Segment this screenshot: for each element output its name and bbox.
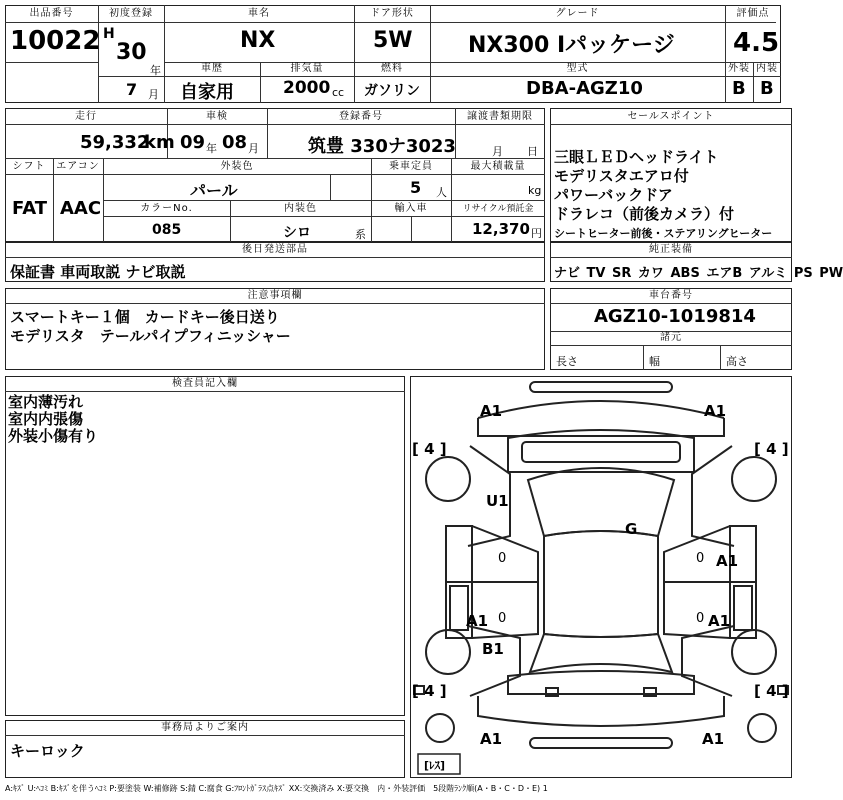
inspector-notes bbox=[8, 394, 98, 445]
damage-mark: A1 bbox=[480, 730, 503, 748]
model: DBA-AGZ10 bbox=[526, 78, 643, 99]
sales-point: パワーバックドア bbox=[554, 186, 673, 204]
damage-mark: A1 bbox=[716, 552, 739, 570]
equip-item: TV bbox=[586, 266, 606, 281]
exterior-color: パール bbox=[190, 181, 238, 200]
lot-number-label: 出品番号 bbox=[29, 8, 74, 19]
car-name-label: 車名 bbox=[248, 8, 270, 19]
sales-points-list bbox=[554, 148, 772, 243]
tire-bracket: [ 4 ] bbox=[412, 440, 447, 458]
note-line: モデリスタ テールパイプフィニッシャー bbox=[10, 327, 291, 345]
regno-label: 登録番号 bbox=[339, 111, 383, 122]
color-no: 085 bbox=[152, 222, 182, 238]
damage-mark: A1 bbox=[704, 402, 727, 420]
chassis-number: AGZ10-1019814 bbox=[594, 306, 756, 327]
grade-label: グレード bbox=[555, 8, 600, 19]
displacement-unit: cc bbox=[332, 86, 345, 99]
damage-mark: A1 bbox=[708, 612, 731, 630]
equipment-label: 純正装備 bbox=[649, 244, 693, 255]
chassis-label: 車台番号 bbox=[649, 290, 693, 301]
sales-point: モデリスタエアロ付 bbox=[554, 167, 689, 185]
import-label: 輸入車 bbox=[394, 203, 428, 214]
tire-value: 0 bbox=[696, 611, 705, 626]
inspector-line: 室内内張傷 bbox=[8, 410, 84, 428]
office-label: 事務局よりご案内 bbox=[161, 722, 249, 733]
score: 4.5 bbox=[733, 28, 780, 58]
transfer-month-unit: 月 bbox=[492, 145, 503, 158]
inspection-year-unit: 年 bbox=[206, 142, 217, 155]
interior-label: 内装 bbox=[756, 63, 778, 74]
damage-mark: A1 bbox=[702, 730, 725, 748]
first-reg-era: H bbox=[103, 26, 115, 42]
damage-mark: G bbox=[625, 520, 638, 538]
legend: A:ｷｽﾞ U:ﾍｺﾐ B:ｷｽﾞを伴うﾍｺﾐ P:要塗装 W:補修跡 S:錆 C:腐食 G:ﾌﾛﾝﾄｶﾞﾗｽ点ｷｽﾞ XX:交換済み X:要交換 内・外装評価 5段階ﾗﾝｸ順(A・B・C・D・E) 1 bbox=[5, 784, 548, 793]
transfer-label: 譲渡書類期限 bbox=[467, 111, 533, 122]
damage-mark: B1 bbox=[482, 640, 504, 658]
mileage-unit: km bbox=[144, 132, 175, 153]
equip-item: アルミ bbox=[748, 266, 788, 281]
recycle-label: リサイクル預託金 bbox=[462, 204, 534, 214]
damage-mark: U1 bbox=[486, 492, 509, 510]
transfer-day-unit: 日 bbox=[527, 145, 538, 158]
parts-text: 保証書 車両取説 ナビ取説 bbox=[10, 263, 186, 281]
inspection-year: 09 bbox=[180, 132, 206, 153]
equip-item: PS bbox=[793, 266, 813, 281]
first-reg-month-unit: 月 bbox=[148, 88, 159, 101]
equip-item: エアB bbox=[706, 266, 743, 281]
height-label: 高さ bbox=[726, 355, 748, 368]
inspector-line: 室内薄汚れ bbox=[8, 393, 84, 411]
ac-label: エアコン bbox=[56, 161, 100, 172]
capacity: 5 bbox=[410, 178, 422, 197]
damage-mark: A1 bbox=[480, 402, 503, 420]
width-label: 幅 bbox=[649, 355, 660, 368]
lot-number: 10022 bbox=[10, 26, 101, 56]
equip-item: ナビ bbox=[554, 266, 581, 281]
dims-label: 諸元 bbox=[660, 332, 682, 343]
vehicle-info-section bbox=[5, 108, 545, 242]
tire-value: 0 bbox=[696, 551, 705, 566]
fuel-label: 燃料 bbox=[381, 63, 403, 74]
capacity-label: 乗車定員 bbox=[389, 161, 433, 172]
note-line: スマートキー１個 カードキー後日送り bbox=[10, 308, 280, 326]
load-label: 最大積載量 bbox=[470, 161, 526, 172]
int-color: シロ bbox=[283, 225, 311, 241]
score-label: 評価点 bbox=[736, 8, 770, 19]
interior-score: B bbox=[760, 78, 774, 99]
tire-bracket: [ 4 ] bbox=[412, 682, 447, 700]
model-label: 型式 bbox=[566, 63, 589, 74]
exterior-label: 外装 bbox=[728, 63, 750, 74]
grade: NX300 Iパッケージ bbox=[468, 33, 675, 58]
tire-value: 0 bbox=[498, 611, 507, 626]
sales-point: 三眼ＬＥＤヘッドライト bbox=[554, 148, 719, 166]
first-reg-year: 30 bbox=[116, 40, 147, 65]
inspector-line: 外装小傷有り bbox=[8, 427, 99, 445]
car-outline-diagram bbox=[410, 376, 792, 778]
inspector-label: 検査員記入欄 bbox=[172, 378, 238, 389]
equip-item: ABS bbox=[670, 266, 700, 281]
equip-item: SR bbox=[612, 266, 632, 281]
displacement: 2000 bbox=[283, 78, 331, 98]
parts-label: 後日発送部品 bbox=[242, 244, 308, 255]
tire-value: 0 bbox=[498, 551, 507, 566]
shift: FAT bbox=[12, 198, 48, 219]
shift-label: シフト bbox=[12, 161, 46, 172]
inspection-label: 車検 bbox=[206, 111, 228, 122]
tire-bracket: [ 4 ] bbox=[754, 682, 789, 700]
recycle-fee: 12,370 bbox=[472, 220, 530, 238]
car-name: NX bbox=[240, 28, 276, 53]
mileage: 59,332 bbox=[80, 132, 150, 153]
door-type-label: ドア形状 bbox=[370, 8, 414, 19]
color-label: 外装色 bbox=[220, 161, 254, 172]
equip-item: PW bbox=[819, 266, 843, 281]
recycle-unit: 円 bbox=[531, 227, 542, 240]
inspection-month-unit: 月 bbox=[248, 142, 259, 155]
tire-bracket: [ 4 ] bbox=[754, 440, 789, 458]
spare-label: [ﾚｽ] bbox=[424, 759, 446, 772]
inspection-month: 08 bbox=[222, 132, 248, 153]
load-unit: kg bbox=[528, 184, 542, 197]
first-reg-label: 初度登録 bbox=[109, 8, 153, 19]
capacity-unit: 人 bbox=[436, 186, 447, 199]
fuel: ガソリン bbox=[364, 83, 420, 99]
length-label: 長さ bbox=[556, 355, 578, 368]
notes-label: 注意事項欄 bbox=[247, 290, 303, 301]
history-label: 車歴 bbox=[201, 63, 223, 74]
equipment-list bbox=[554, 262, 843, 281]
first-reg-month: 7 bbox=[126, 80, 138, 99]
registration-number: 筑豊 330ナ3023 bbox=[308, 136, 456, 157]
int-color-label: 内装色 bbox=[284, 203, 317, 214]
notes-list bbox=[10, 308, 291, 346]
door-type: 5W bbox=[373, 28, 413, 53]
sales-points-label: セールスポイント bbox=[627, 111, 715, 122]
air-conditioner: AAC bbox=[60, 198, 102, 219]
color-no-label: カラーNo. bbox=[140, 203, 193, 214]
exterior-score: B bbox=[732, 78, 746, 99]
int-color-unit: 系 bbox=[355, 228, 366, 241]
first-reg-year-unit: 年 bbox=[150, 64, 161, 77]
office-text: キーロック bbox=[10, 742, 85, 760]
sales-point: ドラレコ（前後カメラ）付 bbox=[554, 205, 735, 223]
damage-mark: A1 bbox=[466, 612, 489, 630]
equip-item: カワ bbox=[637, 266, 664, 281]
sales-point: シートヒーター前後・ステアリングヒーター bbox=[554, 227, 773, 240]
displacement-label: 排気量 bbox=[290, 63, 324, 74]
mileage-label: 走行 bbox=[75, 111, 97, 122]
history: 自家用 bbox=[180, 82, 234, 103]
